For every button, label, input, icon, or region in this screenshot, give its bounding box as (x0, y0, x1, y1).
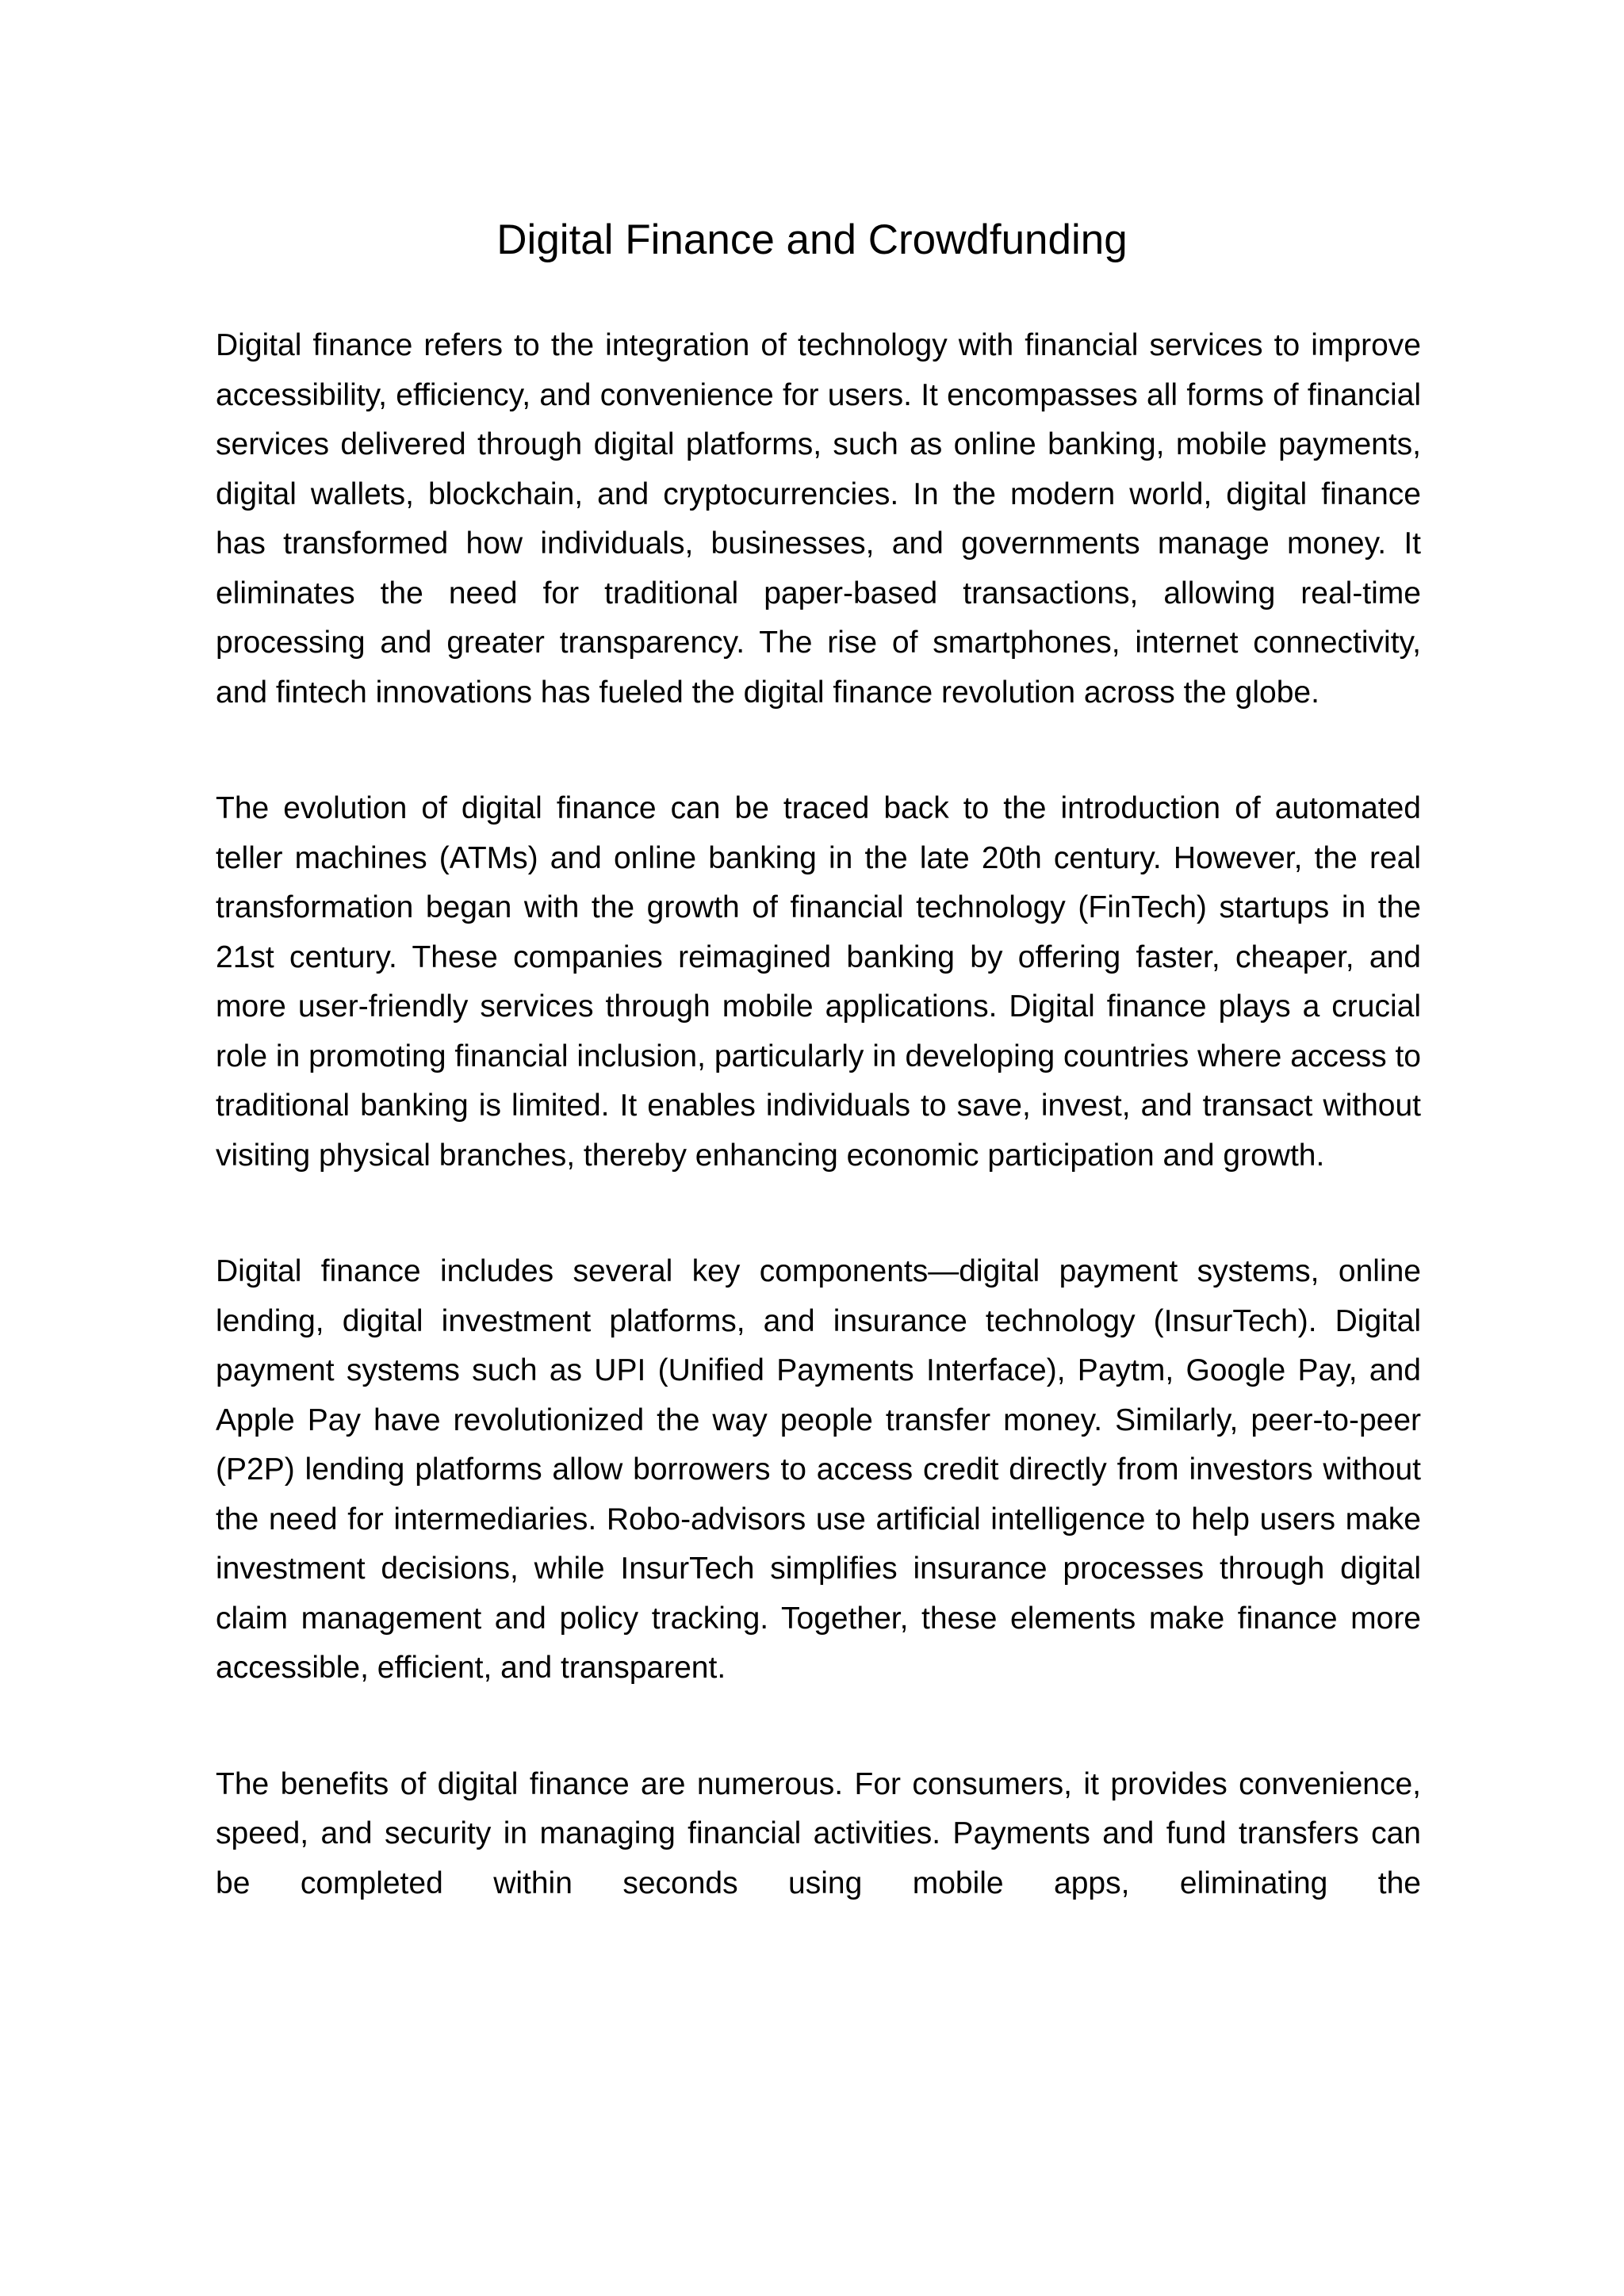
paragraph-evolution: The evolution of digital finance can be traced back to the introduction of automated teller machines (ATMs) and online banking in the late 20th century. However, the real transformation began with the growth of financial technology (FinTech) startups in the 21st century. These companies reimagined banking by offering faster, cheaper, and more user-friendly services through mobile applications. Digital finance plays a crucial role in promoting financial inclusion, particularly in developing countries where access to traditional banking is limited. It enables individuals to save, invest, and transact without visiting physical branches, thereby enhancing economic participation and growth. (216, 791, 1421, 1173)
document-body (216, 321, 1421, 1908)
paragraph-intro: Digital finance refers to the integration of technology with financial services to improve accessibility, efficiency, and convenience for users. It encompasses all forms of financial services delivered through digital platforms, such as online banking, mobile payments, digital wallets, blockchain, and cryptocurrencies. In the modern world, digital finance has transformed how individuals, businesses, and governments manage money. It eliminates the need for traditional paper-based transactions, allowing real-time processing and greater transparency. The rise of smartphones, internet connectivity, and fintech innovations has fueled the digital finance revolution across the globe. (216, 328, 1421, 710)
page-title: Digital Finance and Crowdfunding (496, 216, 1128, 263)
paragraph-benefits: The benefits of digital finance are numerous. For consumers, it provides convenience, speed, and security in managing financial activities. Payments and fund transfers can be completed within seconds using mobile apps, eliminating the (216, 1766, 1421, 1900)
paragraph-components: Digital finance includes several key components—digital payment systems, online lending, digital investment platforms, and insurance technology (InsurTech). Digital payment systems such as UPI (Unified Payments Interface), Paytm, Google Pay, and Apple Pay have revolutionized the way people transfer money. Similarly, peer-to-peer (P2P) lending platforms allow borrowers to access credit directly from investors without the need for intermediaries. Robo-advisors use artificial intelligence to help users make investment decisions, while InsurTech simplifies insurance processes through digital claim management and policy tracking. Together, these elements make finance more accessible, efficient, and transparent. (216, 1254, 1421, 1685)
